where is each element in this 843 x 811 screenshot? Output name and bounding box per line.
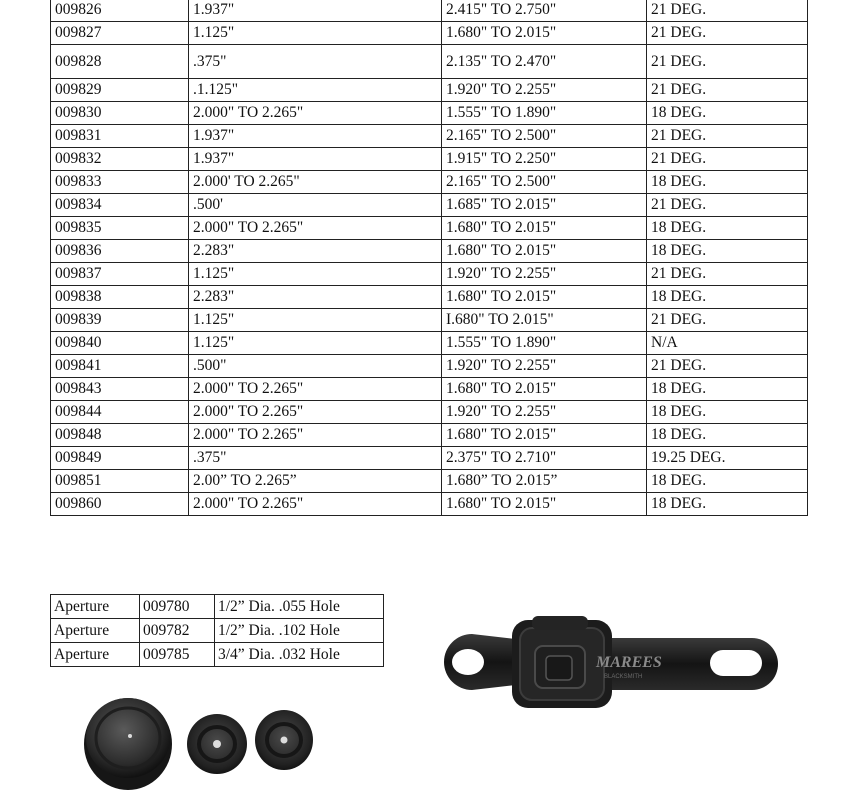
size-cell: 1.937" <box>189 125 442 148</box>
table-row <box>51 148 808 171</box>
item-type-cell: Aperture <box>51 643 140 667</box>
part-number-cell: 009828 <box>51 45 189 79</box>
part-number-cell: 009848 <box>51 424 189 447</box>
size-cell: 1.125" <box>189 332 442 355</box>
part-number-cell: 009829 <box>51 79 189 102</box>
size-cell: .375" <box>189 45 442 79</box>
angle-cell: 21 DEG. <box>647 355 808 378</box>
table-row <box>51 595 384 619</box>
angle-cell: 18 DEG. <box>647 493 808 516</box>
range-cell: 1.680" TO 2.015" <box>442 424 647 447</box>
spec-table <box>50 0 808 516</box>
range-cell: 1.915" TO 2.250" <box>442 148 647 171</box>
range-cell: 2.135" TO 2.470" <box>442 45 647 79</box>
range-cell: 2.165" TO 2.500" <box>442 171 647 194</box>
part-number-cell: 009782 <box>140 619 215 643</box>
part-number-cell: 009780 <box>140 595 215 619</box>
part-number-cell: 009832 <box>51 148 189 171</box>
wrench-logo-subtext: BLACKSMITH <box>604 674 643 680</box>
range-cell: 1.680" TO 2.015" <box>442 240 647 263</box>
table-row <box>51 309 808 332</box>
range-cell: 1.685" TO 2.015" <box>442 194 647 217</box>
range-cell: 1.555" TO 1.890" <box>442 102 647 125</box>
size-cell: 1.125" <box>189 22 442 45</box>
size-cell: 2.000" TO 2.265" <box>189 424 442 447</box>
table-row <box>51 378 808 401</box>
table-row <box>51 217 808 240</box>
aperture-table <box>50 594 384 667</box>
description-cell: 3/4” Dia. .032 Hole <box>215 643 384 667</box>
range-cell: 1.680" TO 2.015" <box>442 217 647 240</box>
part-number-cell: 009833 <box>51 171 189 194</box>
angle-cell: 21 DEG. <box>647 148 808 171</box>
table-row <box>51 194 808 217</box>
angle-cell: 21 DEG. <box>647 22 808 45</box>
size-cell: 1.937" <box>189 148 442 171</box>
description-cell: 1/2” Dia. .102 Hole <box>215 619 384 643</box>
angle-cell: 21 DEG. <box>647 309 808 332</box>
table-row <box>51 0 808 22</box>
range-cell: 1.920" TO 2.255" <box>442 79 647 102</box>
table-row <box>51 643 384 667</box>
range-cell: 1.680" TO 2.015" <box>442 493 647 516</box>
size-cell: .375" <box>189 447 442 470</box>
range-cell: I.680" TO 2.015" <box>442 309 647 332</box>
part-number-cell: 009836 <box>51 240 189 263</box>
size-cell: 1.937" <box>189 0 442 22</box>
size-cell: 2.00” TO 2.265” <box>189 470 442 493</box>
angle-cell: 21 DEG. <box>647 125 808 148</box>
range-cell: 1.555" TO 1.890" <box>442 332 647 355</box>
part-number-cell: 009827 <box>51 22 189 45</box>
size-cell: 2.000' TO 2.265" <box>189 171 442 194</box>
part-number-cell: 009826 <box>51 0 189 22</box>
part-number-cell: 009840 <box>51 332 189 355</box>
table-row <box>51 79 808 102</box>
size-cell: .500" <box>189 355 442 378</box>
description-cell: 1/2” Dia. .055 Hole <box>215 595 384 619</box>
part-number-cell: 009844 <box>51 401 189 424</box>
range-cell: 1.680" TO 2.015" <box>442 286 647 309</box>
part-number-cell: 009839 <box>51 309 189 332</box>
range-cell: 2.415" TO 2.750" <box>442 0 647 22</box>
part-number-cell: 009849 <box>51 447 189 470</box>
range-cell: 1.920" TO 2.255" <box>442 263 647 286</box>
angle-cell: N/A <box>647 332 808 355</box>
part-number-cell: 009834 <box>51 194 189 217</box>
part-number-cell: 009837 <box>51 263 189 286</box>
part-number-cell: 009785 <box>140 643 215 667</box>
angle-cell: 18 DEG. <box>647 171 808 194</box>
angle-cell: 21 DEG. <box>647 263 808 286</box>
table-row <box>51 470 808 493</box>
table-row <box>51 45 808 79</box>
range-cell: 2.375" TO 2.710" <box>442 447 647 470</box>
angle-cell: 18 DEG. <box>647 470 808 493</box>
size-cell: .500' <box>189 194 442 217</box>
table-row <box>51 401 808 424</box>
table-row <box>51 286 808 309</box>
part-number-cell: 009841 <box>51 355 189 378</box>
angle-cell: 18 DEG. <box>647 102 808 125</box>
item-type-cell: Aperture <box>51 595 140 619</box>
range-cell: 1.920" TO 2.255" <box>442 401 647 424</box>
size-cell: 2.000" TO 2.265" <box>189 378 442 401</box>
angle-cell: 18 DEG. <box>647 217 808 240</box>
table-row <box>51 447 808 470</box>
angle-cell: 21 DEG. <box>647 0 808 22</box>
size-cell: 2.000" TO 2.265" <box>189 102 442 125</box>
angle-cell: 19.25 DEG. <box>647 447 808 470</box>
part-number-cell: 009830 <box>51 102 189 125</box>
size-cell: 2.283" <box>189 286 442 309</box>
angle-cell: 18 DEG. <box>647 401 808 424</box>
angle-cell: 21 DEG. <box>647 45 808 79</box>
range-cell: 1.680” TO 2.015” <box>442 470 647 493</box>
table-row <box>51 493 808 516</box>
table-row <box>51 125 808 148</box>
table-row <box>51 424 808 447</box>
angle-cell: 21 DEG. <box>647 194 808 217</box>
size-cell: 2.000" TO 2.265" <box>189 217 442 240</box>
angle-cell: 18 DEG. <box>647 424 808 447</box>
size-cell: .1.125" <box>189 79 442 102</box>
range-cell: 1.680" TO 2.015" <box>442 22 647 45</box>
range-cell: 2.165" TO 2.500" <box>442 125 647 148</box>
size-cell: 2.283" <box>189 240 442 263</box>
angle-cell: 18 DEG. <box>647 240 808 263</box>
part-number-cell: 009838 <box>51 286 189 309</box>
range-cell: 1.920" TO 2.255" <box>442 355 647 378</box>
item-type-cell: Aperture <box>51 619 140 643</box>
aperture-caps-image <box>78 688 338 800</box>
part-number-cell: 009860 <box>51 493 189 516</box>
table-row <box>51 619 384 643</box>
size-cell: 2.000" TO 2.265" <box>189 493 442 516</box>
wrench-tool-image <box>432 612 788 712</box>
table-row <box>51 102 808 125</box>
table-row <box>51 263 808 286</box>
part-number-cell: 009831 <box>51 125 189 148</box>
angle-cell: 21 DEG. <box>647 79 808 102</box>
angle-cell: 18 DEG. <box>647 378 808 401</box>
angle-cell: 18 DEG. <box>647 286 808 309</box>
size-cell: 2.000" TO 2.265" <box>189 401 442 424</box>
table-row <box>51 22 808 45</box>
part-number-cell: 009851 <box>51 470 189 493</box>
size-cell: 1.125" <box>189 263 442 286</box>
size-cell: 1.125" <box>189 309 442 332</box>
part-number-cell: 009835 <box>51 217 189 240</box>
table-row <box>51 240 808 263</box>
table-row <box>51 355 808 378</box>
table-row <box>51 171 808 194</box>
table-row <box>51 332 808 355</box>
wrench-logo-text: MAREES <box>596 654 662 671</box>
part-number-cell: 009843 <box>51 378 189 401</box>
range-cell: 1.680" TO 2.015" <box>442 378 647 401</box>
